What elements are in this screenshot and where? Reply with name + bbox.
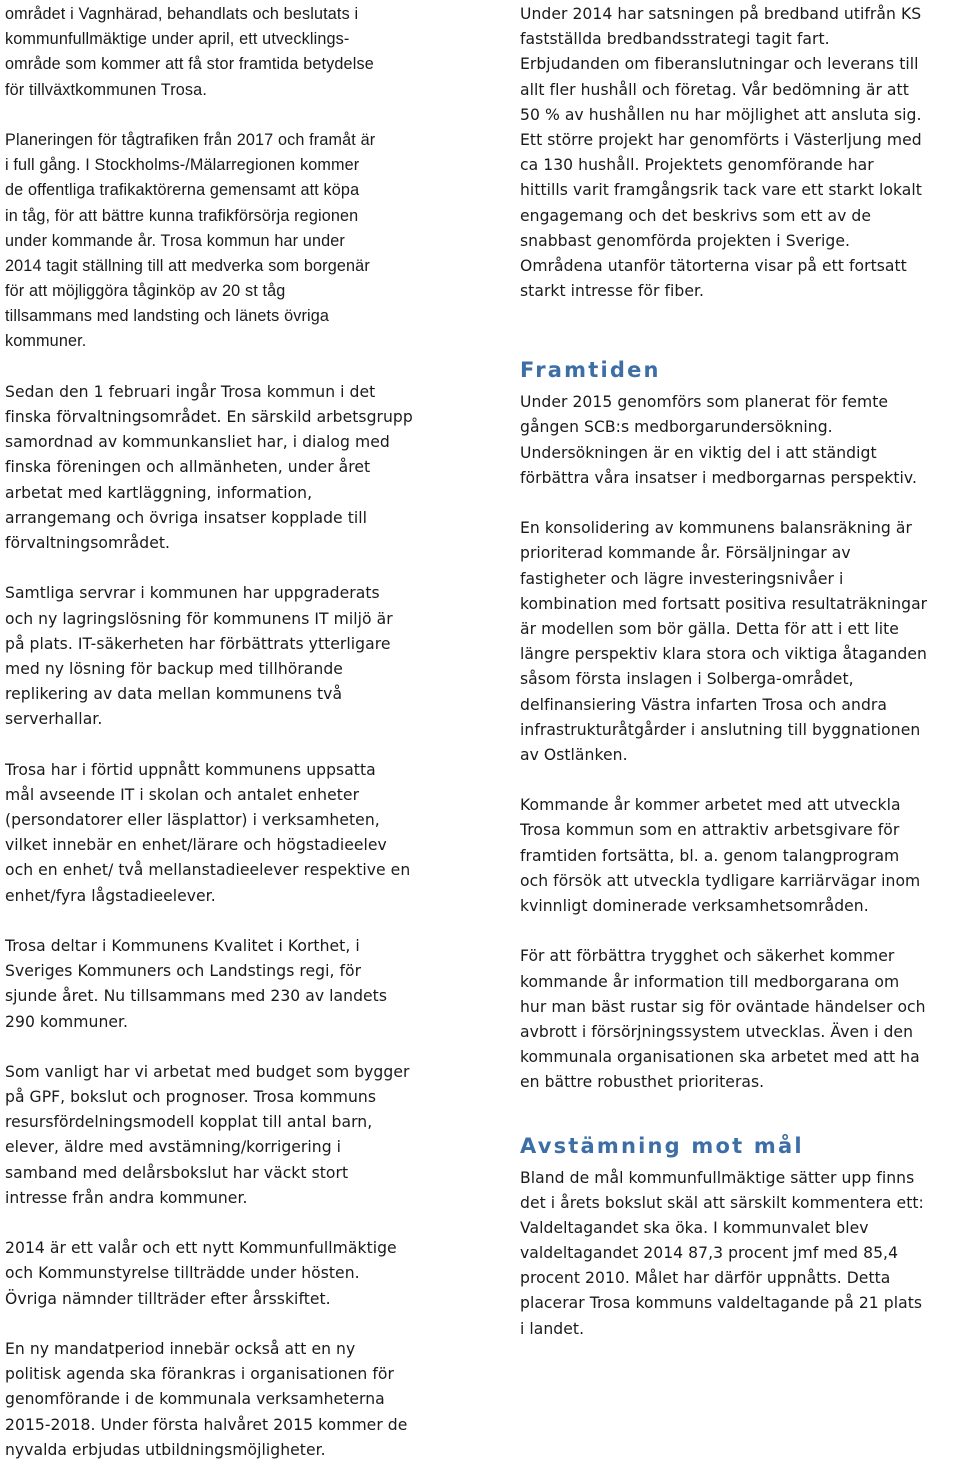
text-line: replikering av data mellan kommunens två: [5, 685, 343, 704]
text-line: är modellen som bör gälla. Detta för att i ett lite: [520, 619, 899, 638]
text-line: procent 2010. Målet har därför uppnåtts. Detta: [520, 1269, 891, 1288]
text-line: och Kommunstyrelse tillträdde under hösten.: [5, 1264, 360, 1283]
paragraph: [5, 1236, 450, 1312]
text-line: elever, äldre med avstämning/korrigering i: [5, 1138, 342, 1157]
text-line: det i årets bokslut skäl att särskilt kommentera ett:: [520, 1193, 924, 1212]
text-line: kommuner.: [5, 332, 87, 351]
text-line: serverhallar.: [5, 710, 103, 729]
text-line: och ny lagringslösning för kommunens IT miljö är: [5, 609, 393, 628]
text-line: Sveriges Kommuners och Landstings regi, för: [5, 962, 362, 981]
text-line: och en enhet/ två mellanstadieelever respektive en: [5, 861, 411, 880]
text-line: Trosa har i förtid uppnått kommunens uppsatta: [5, 760, 376, 779]
paragraph: [5, 581, 450, 732]
text-line: avbrott i försörjningssystem utvecklas. Även i den: [520, 1022, 913, 1041]
text-line: starkt intresse för fiber.: [520, 282, 705, 301]
right-column: [520, 0, 960, 1342]
text-line: in tåg, för att bättre kunna trafikförsörja regionen: [5, 206, 359, 225]
text-line: intresse från andra kommuner.: [5, 1188, 248, 1207]
text-line: nyvalda erbjudas utbildningsmöjligheter.: [5, 1440, 326, 1459]
text-line: Som vanligt har vi arbetat med budget som bygger: [5, 1062, 410, 1081]
text-line: delfinansiering Västra infarten Trosa och andra: [520, 695, 887, 714]
text-line: 2014 är ett valår och ett nytt Kommunfullmäktige: [5, 1239, 397, 1258]
text-line: finska förvaltningsområdet. En särskild arbetsgrupp: [5, 408, 413, 426]
text-line: kommunfullmäktige under april, ett utvecklings-: [5, 30, 350, 49]
text-line: för att möjliggöra tåginköp av 20 st tåg: [5, 282, 286, 301]
text-line: Under 2015 genomförs som planerat för femte: [520, 393, 889, 412]
text-line: 2015-2018. Under första halvåret 2015 kommer de: [5, 1415, 408, 1434]
text-line: En ny mandatperiod innebär också att en ny: [5, 1339, 356, 1358]
text-line: en bättre robusthet prioriteras.: [520, 1073, 765, 1092]
text-line: i full gång. I Stockholms-/Mälarregionen kommer: [5, 156, 360, 175]
text-line: hur man bäst rustar sig för oväntade händelser och: [520, 997, 926, 1016]
paragraph: [520, 2, 960, 304]
text-line: förvaltningsområdet.: [5, 533, 171, 552]
text-line: under kommande år. Trosa kommun har under: [5, 231, 345, 250]
text-line: 2014 tagit ställning till att medverka som borgenär: [5, 256, 370, 275]
paragraph: [5, 380, 450, 556]
text-line: samordnad av kommunkansliet har, i dialog med: [5, 433, 390, 452]
text-line: ca 130 hushåll. Projektets genomförande har: [520, 156, 874, 175]
text-line: Ett större projekt har genomförts i Västerljung med: [520, 130, 922, 149]
text-line: med ny lösning för backup med tillhörande: [5, 659, 343, 678]
text-line: infrastrukturåtgårder i anslutning till byggnationen: [520, 720, 921, 739]
text-line: Undersökningen är en viktig del i att ständigt: [520, 443, 877, 462]
text-line: kommande år information till medborgarana om: [520, 972, 900, 991]
text-line: Under 2014 har satsningen på bredband utifrån KS: [520, 5, 922, 23]
text-line: Trosa deltar i Kommunens Kvalitet i Korthet, i: [5, 936, 360, 955]
paragraph: [5, 128, 450, 355]
left-column: [5, 0, 450, 1463]
text-line: prioriterad kommande år. Försäljningar av: [520, 544, 851, 563]
text-line: och försök att utveckla tydligare karriärvägar inom: [520, 871, 921, 890]
paragraph: [520, 1166, 960, 1342]
text-line: Trosa kommun som en attraktiv arbetsgivare för: [520, 821, 900, 840]
text-line: kombination med fortsatt positiva resultaträkningar: [520, 594, 928, 613]
text-line: genomförande i de kommunala verksamheterna: [5, 1390, 385, 1409]
text-line: fastigheter och lägre investeringsnivåer i: [520, 569, 844, 588]
text-line: sjunde året. Nu tillsammans med 230 av landets: [5, 987, 388, 1006]
text-line: framtiden fortsätta, bl. a. genom talangprogram: [520, 846, 900, 865]
paragraph: [520, 516, 960, 768]
section-heading-avstamning: Avstämning mot mål: [520, 1133, 804, 1158]
text-line: på plats. IT-säkerheten har förbättrats ytterligare: [5, 634, 391, 653]
text-line: för tillväxtkommunen Trosa.: [5, 80, 207, 99]
text-line: (persondatorer eller läsplattor) i verksamheten,: [5, 811, 380, 829]
text-line: vilket innebär en enhet/lärare och högstadieelev: [5, 836, 387, 855]
paragraph: [5, 1060, 450, 1211]
text-line: Valdeltagandet ska öka. I kommunvalet blev: [520, 1218, 869, 1237]
text-line: allt fler hushåll och företag. Vår bedömning är att: [520, 80, 909, 99]
text-line: placerar Trosa kommuns valdeltagande på 21 plats: [520, 1294, 923, 1313]
paragraph: [5, 2, 450, 103]
text-line: hittills varit framgångsrik tack vare ett starkt lokalt: [520, 181, 922, 200]
text-line: på GPF, bokslut och prognoser. Trosa kommuns: [5, 1088, 377, 1107]
text-line: Bland de mål kommunfullmäktige sätter upp finns: [520, 1168, 915, 1187]
text-line: såsom första inslagen i Solberga-området,: [520, 670, 854, 689]
paragraph: [520, 390, 960, 491]
text-line: Erbjudanden om fiberanslutningar och leverans till: [520, 55, 919, 74]
text-line: fastställda bredbandsstrategi tagit fart.: [520, 30, 830, 49]
text-line: tillsammans med landsting och länets övriga: [5, 307, 330, 326]
text-line: 50 % av hushållen nu har möjlighet att ansluta sig.: [520, 105, 922, 124]
text-line: finska föreningen och allmänheten, under året: [5, 458, 371, 477]
text-line: Övriga nämnder tillträder efter årsskiftet.: [5, 1289, 331, 1308]
text-line: engagemang och det beskrivs som ett av de: [520, 206, 871, 225]
text-line: Områdena utanför tätorterna visar på ett fortsatt: [520, 256, 907, 275]
text-line: Kommande år kommer arbetet med att utveckla: [520, 796, 901, 815]
text-line: arbetat med kartläggning, information,: [5, 483, 313, 502]
text-line: Planeringen för tågtrafiken från 2017 och framåt är: [5, 130, 376, 149]
text-line: valdeltagandet 2014 87,3 procent jmf med 85,4: [520, 1244, 899, 1263]
text-line: För att förbättra trygghet och säkerhet kommer: [520, 947, 895, 966]
text-line: mål avseende IT i skolan och antalet enheter: [5, 785, 360, 804]
text-line: 290 kommuner.: [5, 1012, 129, 1031]
text-line: området i Vagnhärad, behandlats och beslutats i: [5, 5, 359, 23]
paragraph: [5, 758, 450, 909]
text-line: arrangemang och övriga insatser kopplade till: [5, 508, 368, 527]
text-line: Samtliga servrar i kommunen har uppgraderats: [5, 584, 380, 603]
text-line: kvinnligt dominerade verksamhetsområden.: [520, 897, 869, 915]
text-line: En konsolidering av kommunens balansräkning är: [520, 519, 912, 538]
text-line: Sedan den 1 februari ingår Trosa kommun i det: [5, 382, 376, 401]
text-line: samband med delårsbokslut har väckt stort: [5, 1163, 349, 1182]
text-line: förbättra våra insatser i medborgarnas perspektiv.: [520, 468, 917, 487]
text-line: längre perspektiv klara stora och viktiga åtaganden: [520, 645, 927, 664]
text-line: område som kommer att få stor framtida betydelse: [5, 55, 374, 74]
paragraph: [520, 944, 960, 1095]
text-line: kommunala organisationen ska arbetet med att ha: [520, 1048, 920, 1067]
text-line: enhet/fyra lågstadieelever.: [5, 886, 216, 905]
text-line: resursfördelningsmodell kopplat till antal barn,: [5, 1113, 373, 1132]
text-line: i landet.: [520, 1319, 585, 1338]
paragraph: [520, 793, 960, 919]
text-line: politisk agenda ska förankras i organisationen för: [5, 1365, 394, 1384]
text-line: snabbast genomförda projekten i Sverige.: [520, 231, 851, 250]
paragraph: [5, 1337, 450, 1463]
text-line: gången SCB:s medborgarundersökning.: [520, 418, 833, 437]
text-line: av Ostlänken.: [520, 745, 628, 764]
text-line: de offentliga trafikaktörerna gemensamt att köpa: [5, 181, 360, 200]
section-heading-framtiden: Framtiden: [520, 358, 661, 383]
paragraph: [5, 934, 450, 1035]
